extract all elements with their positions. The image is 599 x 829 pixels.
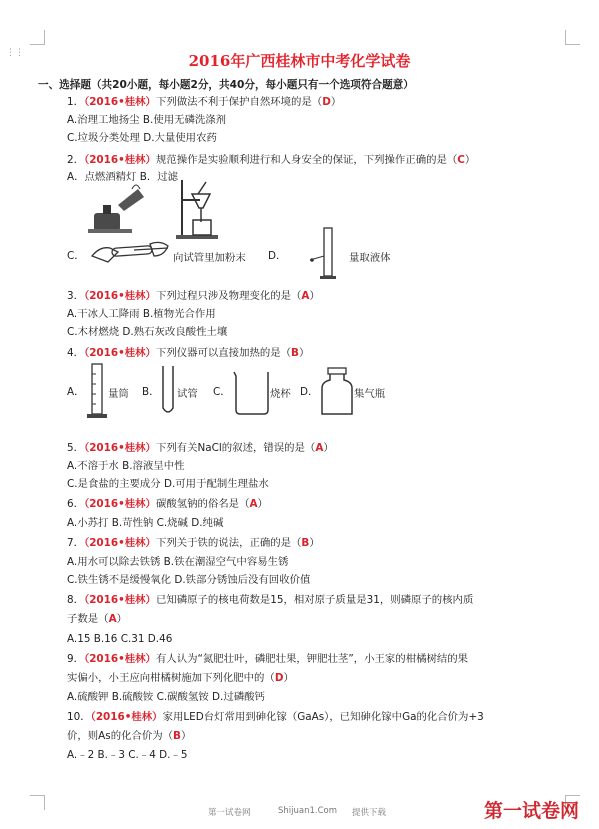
filtration-figure <box>176 178 220 240</box>
q3-options-cd: C.木材燃烧 D.熟石灰改良酸性土壤 <box>67 326 228 338</box>
question-1: 1．（2016•桂林）下列做法不利于保护自然环境的是（D） <box>67 96 342 108</box>
q4-option-b-label: B． <box>142 386 160 398</box>
q2-option-d-label: D． <box>268 250 287 262</box>
footer-download: 提供下载 <box>352 808 387 818</box>
q1-options-cd: C.垃圾分类处理 D.大量使用农药 <box>67 132 217 144</box>
beaker-figure <box>232 370 272 416</box>
page-title: 2016年广西桂林市中考化学试卷 <box>188 52 411 70</box>
question-4: 4．（2016•桂林）下列仪器可以直接加热的是（B） <box>67 347 310 359</box>
crop-mark-top-left <box>30 30 45 45</box>
q2-option-c-text: 向试管里加粉末 <box>173 252 246 264</box>
question-9-cont: 实偏小，小王应向柑橘树施加下列化肥中的（D） <box>67 672 294 684</box>
q2-options-ab: A．点燃酒精灯 B．过滤 <box>67 171 179 183</box>
q8-options: A.15 B.16 C.31 D.46 <box>67 633 173 645</box>
q4-option-b-text: 试管 <box>177 388 198 400</box>
q2-option-c-label: C． <box>67 250 85 262</box>
question-5: 5．（2016•桂林）下列有关NaCl的叙述，错误的是（A） <box>67 442 334 454</box>
section-header: 一、选择题（共20小题，每小题2分，共40分，每小题只有一个选项符合题意） <box>38 79 414 91</box>
graduated-cylinder-figure <box>86 362 108 420</box>
q4-option-d-label: D． <box>300 386 319 398</box>
question-10-cont: 价，则As的化合价为（B） <box>67 730 192 742</box>
alcohol-lamp-figure <box>88 183 148 235</box>
q5-options-cd: C.是食盐的主要成分 D.可用于配制生理盐水 <box>67 478 269 490</box>
q3-options-ab: A.干冰人工降雨 B.植物光合作用 <box>67 308 216 320</box>
question-9: 9．（2016•桂林）有人认为“氮肥壮叶，磷肥壮果，钾肥壮茎”，小王家的柑橘树结的果 <box>67 653 469 665</box>
question-10: 10．（2016•桂林）家用LED台灯常用到砷化镓（GaAs），已知砷化镓中Ga的化合价为+3 <box>67 711 484 723</box>
question-6: 6．（2016•桂林）碳酸氢钠的俗名是（A） <box>67 498 268 510</box>
q7-options-ab: A.用水可以除去铁锈 B.铁在潮湿空气中容易生锈 <box>67 556 289 568</box>
q4-option-c-label: C． <box>213 386 231 398</box>
question-7: 7．（2016•桂林）下列关于铁的说法，正确的是（B） <box>67 537 320 549</box>
q4-option-d-text: 集气瓶 <box>354 388 386 400</box>
q5-options-ab: A.不溶于水 B.溶液呈中性 <box>67 460 185 472</box>
crop-mark-bottom-left <box>30 795 45 810</box>
footer-site-name: 第一试卷网 <box>208 808 251 818</box>
crop-mark-top-right <box>565 30 580 45</box>
q4-option-a-label: A． <box>67 386 85 398</box>
drag-handle-icon[interactable]: ⋮⋮ <box>6 48 24 58</box>
measure-liquid-figure <box>308 226 352 282</box>
q9-options: A.硫酸钾 B.硫酸铵 C.碳酸氢铵 D.过磷酸钙 <box>67 691 265 703</box>
test-tube-powder-figure <box>88 234 174 272</box>
q2-option-d-text: 量取液体 <box>349 252 391 264</box>
question-2: 2．（2016•桂林）规范操作是实验顺利进行和人身安全的保证，下列操作正确的是（C） <box>67 154 476 166</box>
q4-option-a-text: 量筒 <box>108 388 129 400</box>
footer-site-url[interactable]: Shijuan1.Com <box>278 806 338 816</box>
q10-options: A.﹣2 B.﹣3 C.﹣4 D.﹣5 <box>67 749 188 761</box>
q6-options: A.小苏打 B.苛性钠 C.烧碱 D.纯碱 <box>67 517 224 529</box>
question-8: 8．（2016•桂林）已知磷原子的核电荷数是15，相对原子质量是31，则磷原子的核内质 <box>67 594 474 606</box>
gas-jar-figure <box>320 366 354 418</box>
q7-options-cd: C.铁生锈不是缓慢氧化 D.铁部分锈蚀后没有回收价值 <box>67 574 311 586</box>
question-8-cont: 子数是（A） <box>67 613 127 625</box>
test-tube-figure <box>160 364 176 416</box>
q1-options-ab: A.治理工地扬尘 B.使用无磷洗涤剂 <box>67 114 227 126</box>
brand-watermark: 第一试卷网 <box>484 800 580 822</box>
q4-option-c-text: 烧杯 <box>270 388 291 400</box>
question-3: 3．（2016•桂林）下列过程只涉及物理变化的是（A） <box>67 290 320 302</box>
